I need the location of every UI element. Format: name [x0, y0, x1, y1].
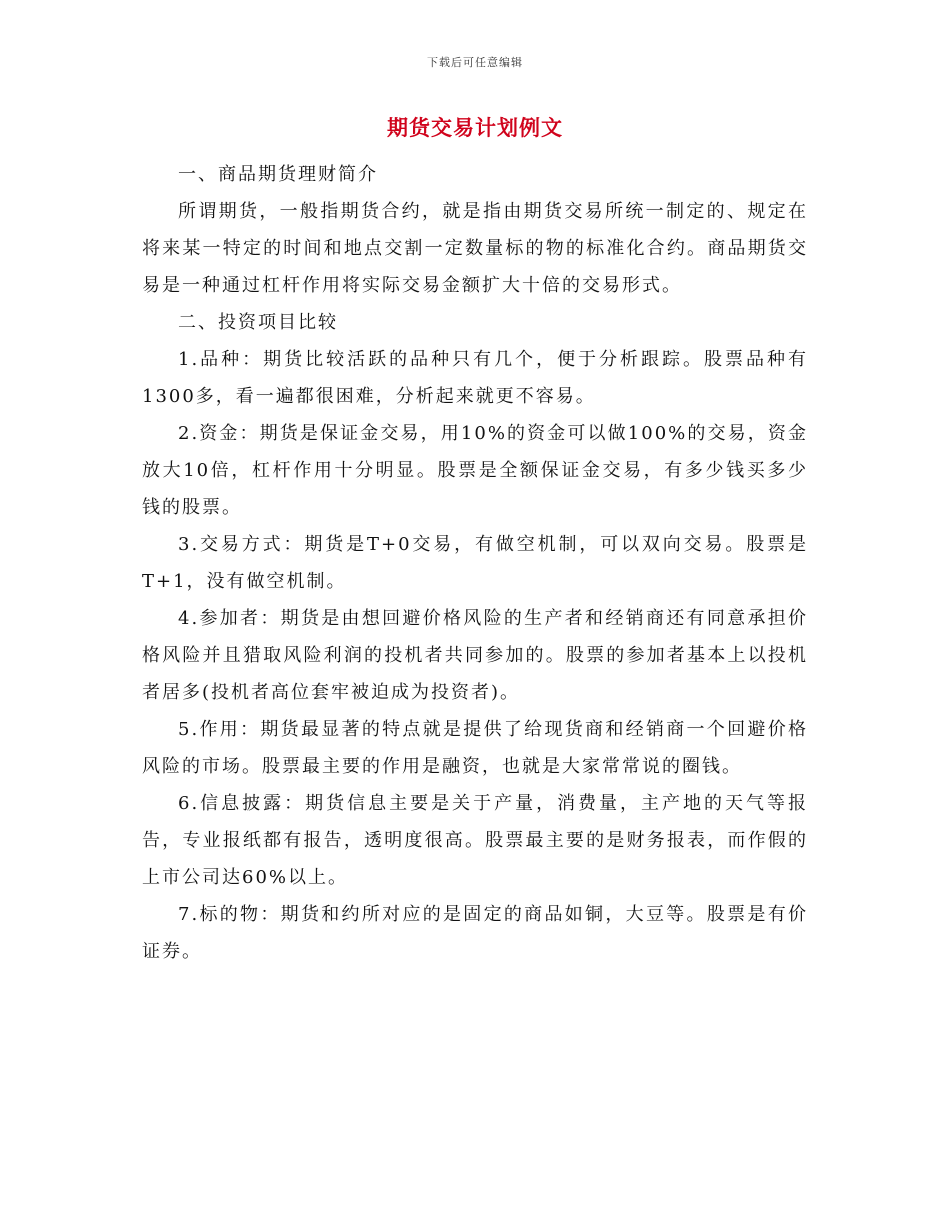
paragraph-item-variety: 1.品种：期货比较活跃的品种只有几个，便于分析跟踪。股票品种有1300多，看一遍都很困难，分析起来就更不容易。 [142, 349, 808, 407]
paragraph-item-trading-method: 3.交易方式：期货是T+0交易，有做空机制，可以双向交易。股票是T+1，没有做空机制。 [142, 534, 808, 592]
paragraph-item-disclosure: 6.信息披露：期货信息主要是关于产量，消费量，主产地的天气等报告，专业报纸都有报告，透明度很高。股票最主要的是财务报表，而作假的上市公司达60%以上。 [142, 793, 808, 888]
document-title: 期货交易计划例文 [387, 115, 563, 140]
paragraph-item-capital: 2.资金：期货是保证金交易，用10%的资金可以做100%的交易，资金放大10倍，杠杆作用十分明显。股票是全额保证金交易，有多少钱买多少钱的股票。 [142, 423, 808, 518]
document-body [142, 156, 808, 970]
paragraph-item-underlying: 7.标的物：期货和约所对应的是固定的商品如铜，大豆等。股票是有价证券。 [142, 904, 808, 962]
section-heading-intro: 一、商品期货理财简介 [178, 164, 378, 185]
header-note: 下载后可任意编辑 [427, 56, 523, 69]
paragraph-item-participants: 4.参加者：期货是由想回避价格风险的生产者和经销商还有同意承担价格风险并且猎取风险利润的投机者共同参加的。股票的参加者基本上以投机者居多(投机者高位套牢被迫成为投资者)。 [142, 608, 808, 703]
paragraph-item-function: 5.作用：期货最显著的特点就是提供了给现货商和经销商一个回避价格风险的市场。股票最主要的作用是融资，也就是大家常常说的圈钱。 [142, 719, 808, 777]
section-heading-comparison: 二、投资项目比较 [178, 312, 338, 333]
paragraph-definition: 所谓期货，一般指期货合约，就是指由期货交易所统一制定的、规定在将来某一特定的时间和地点交割一定数量标的物的标准化合约。商品期货交易是一种通过杠杆作用将实际交易金额扩大十倍的交易形式。 [142, 201, 808, 296]
